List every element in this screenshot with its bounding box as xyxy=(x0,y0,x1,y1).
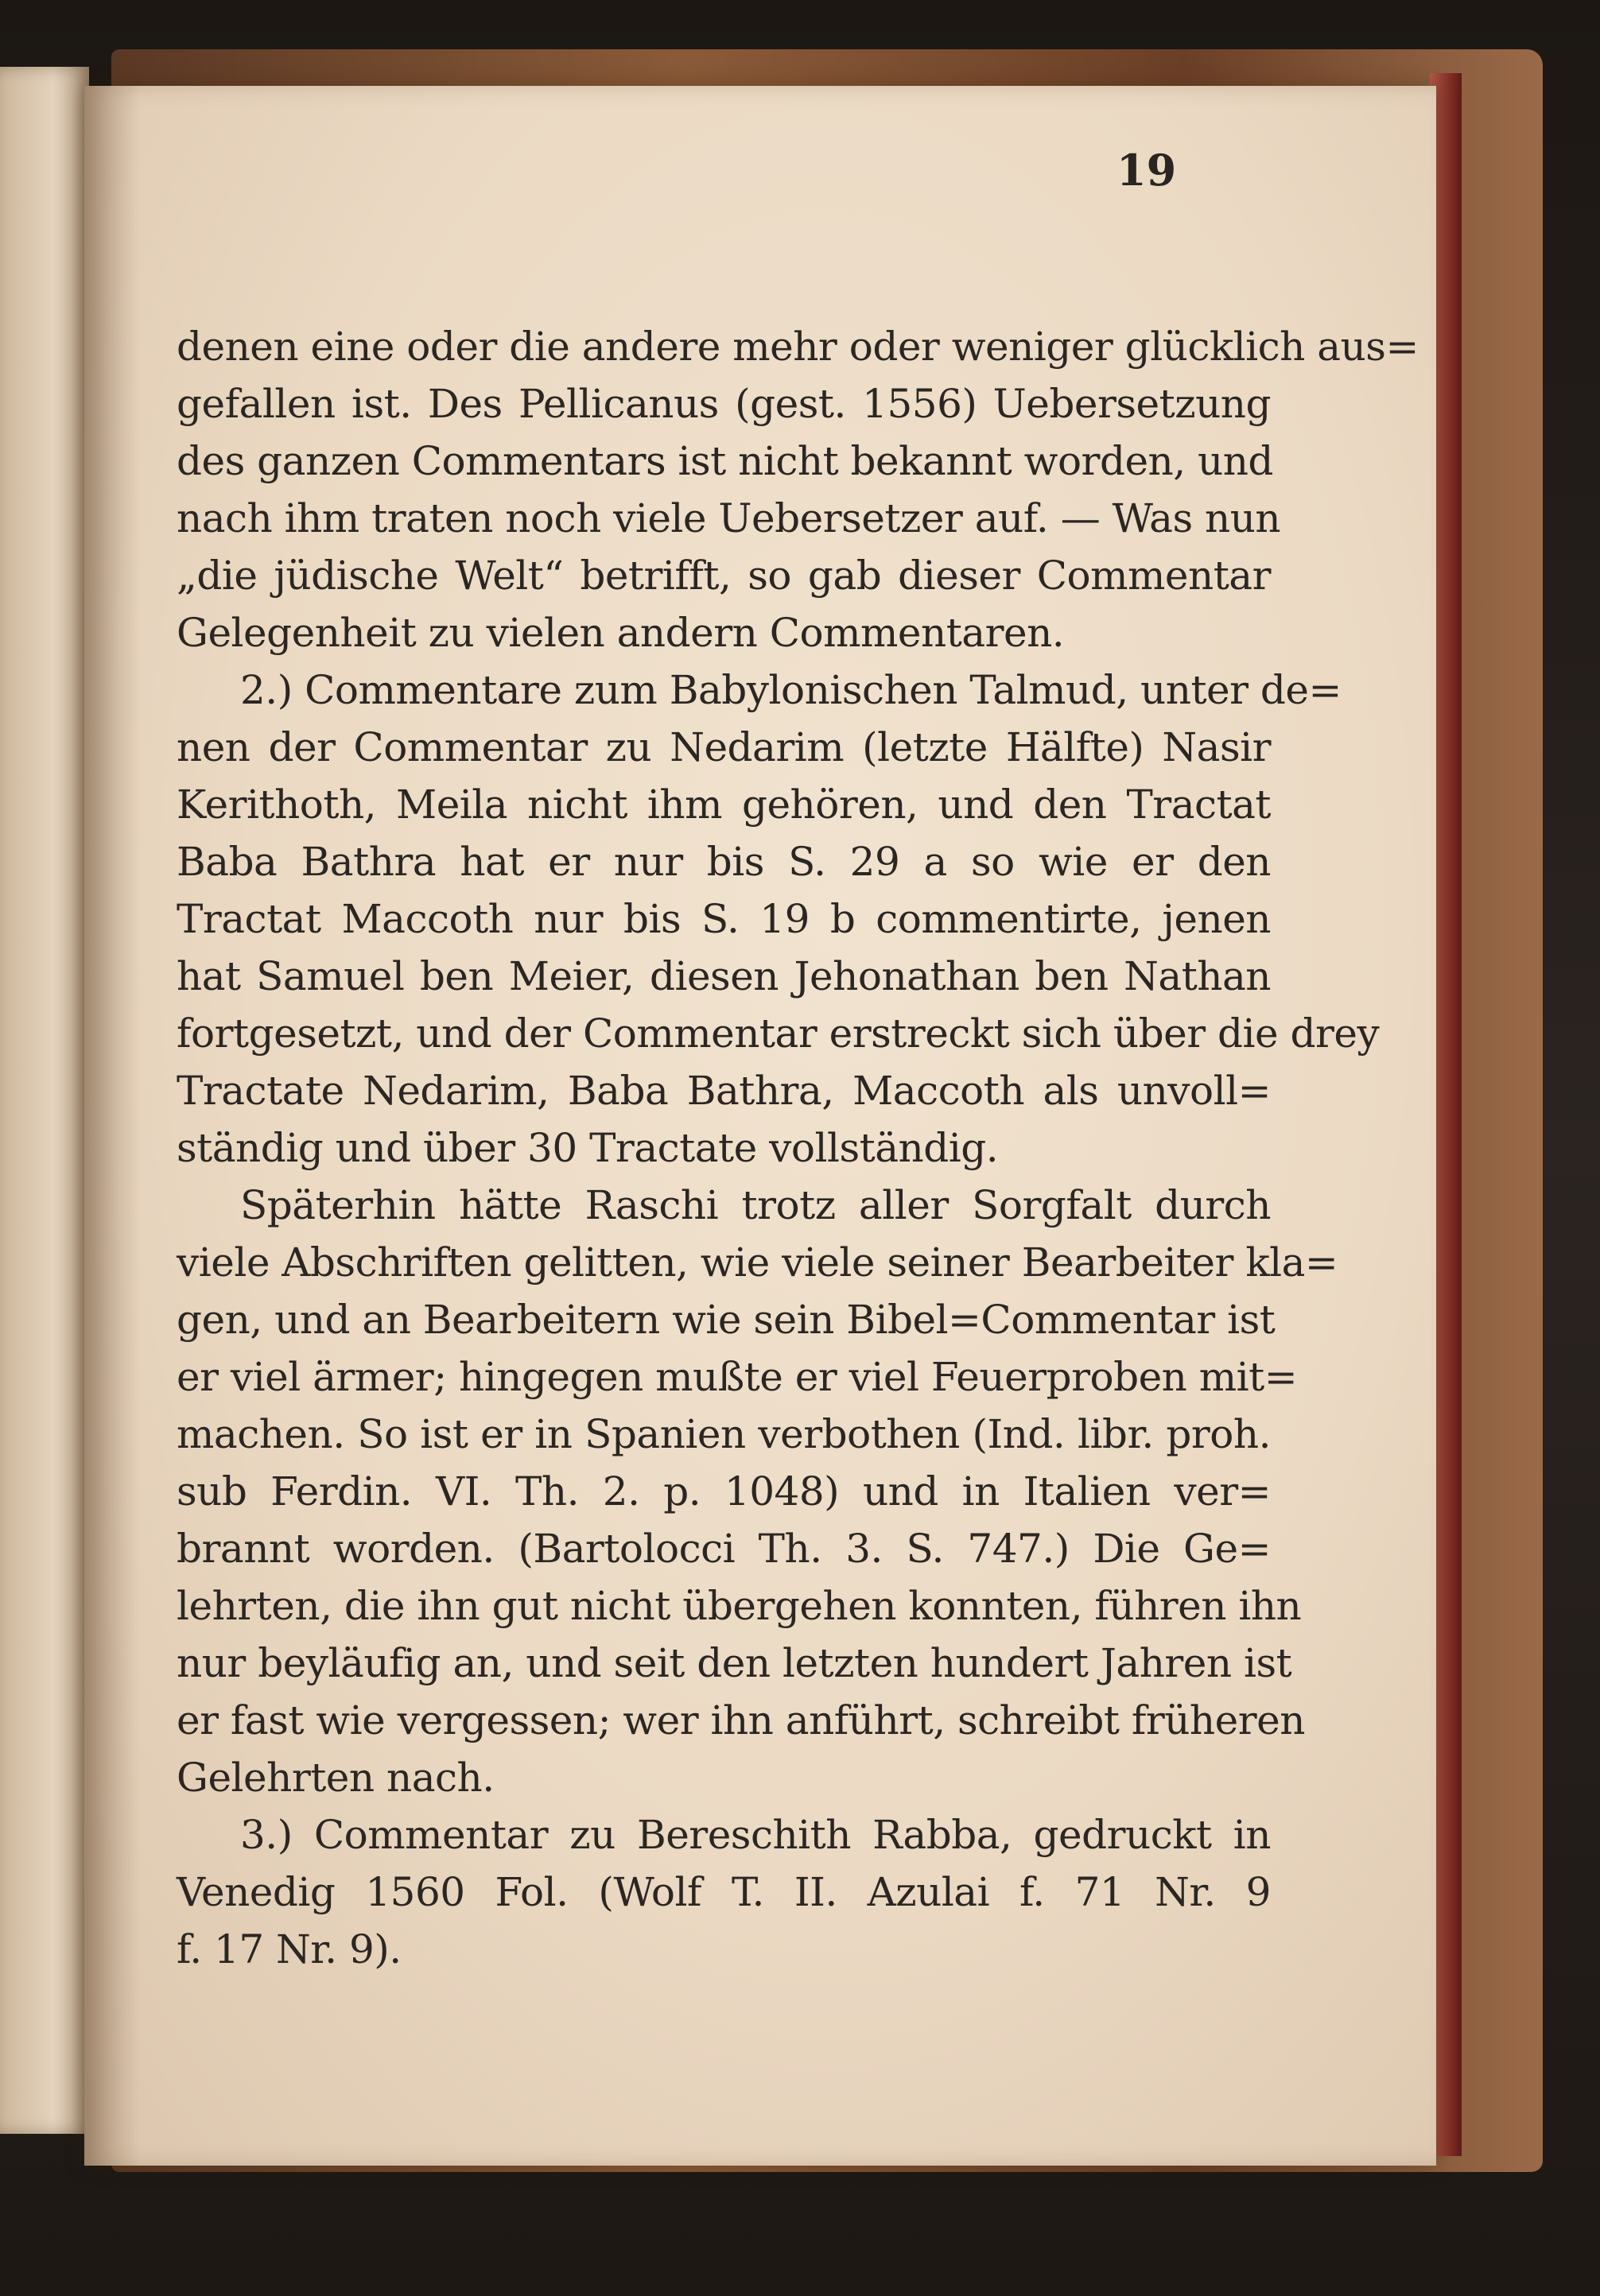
text-line: des ganzen Commentars ist nicht bekannt worden, und xyxy=(177,438,1273,484)
text-line: nach ihm traten noch viele Uebersetzer auf. — Was nun xyxy=(177,495,1281,541)
text-line: f. 17 Nr. 9). xyxy=(177,1926,402,1972)
page-gutter xyxy=(84,86,140,2166)
text-line: Baba Bathra hat er nur bis S. 29 a so wie er den xyxy=(177,839,1271,885)
text-line: er fast wie vergessen; wer ihn anführt, schreibt früheren xyxy=(177,1697,1305,1743)
text-line: Gelehrten nach. xyxy=(177,1755,495,1801)
text-line: hat Samuel ben Meier, diesen Jehonathan ben Nathan xyxy=(177,953,1271,999)
text-line: 2.) Commentare zum Babylonischen Talmud, unter de= xyxy=(240,667,1342,713)
text-line: nur beyläufig an, und seit den letzten hundert Jahren ist xyxy=(177,1640,1292,1686)
text-line: ständig und über 30 Tractate vollständig. xyxy=(177,1125,999,1171)
text-line: lehrten, die ihn gut nicht übergehen konnten, führen ihn xyxy=(177,1583,1302,1629)
text-line: fortgesetzt, und der Commentar erstreckt sich über die drey xyxy=(177,1010,1380,1057)
text-line: „die jüdische Welt“ betrifft, so gab dieser Commentar xyxy=(177,553,1271,599)
text-line: gefallen ist. Des Pellicanus (gest. 1556) Uebersetzung xyxy=(177,381,1271,427)
text-line: Venedig 1560 Fol. (Wolf T. II. Azulai f. 71 Nr. 9 xyxy=(177,1869,1271,1915)
text-line: Tractate Nedarim, Baba Bathra, Maccoth als unvoll= xyxy=(177,1068,1271,1114)
text-line: viele Abschriften gelitten, wie viele seiner Bearbeiter kla= xyxy=(177,1239,1338,1286)
text-line: er viel ärmer; hingegen mußte er viel Feuerproben mit= xyxy=(177,1354,1298,1400)
text-line: brannt worden. (Bartolocci Th. 3. S. 747.) Die Ge= xyxy=(177,1526,1271,1572)
text-line: sub Ferdin. VI. Th. 2. p. 1048) und in Italien ver= xyxy=(177,1468,1271,1515)
text-line: Tractat Maccoth nur bis S. 19 b commentirte, jenen xyxy=(177,896,1271,942)
text-line: 3.) Commentar zu Bereschith Rabba, gedruckt in xyxy=(240,1812,1271,1858)
text-line: machen. So ist er in Spanien verbothen (Ind. libr. proh. xyxy=(177,1411,1271,1457)
text-line: Gelegenheit zu vielen andern Commentaren. xyxy=(177,610,1065,656)
page-number: 19 xyxy=(1117,145,1177,196)
text-line: gen, und an Bearbeitern wie sein Bibel=Commentar ist xyxy=(177,1297,1276,1343)
text-line: Späterhin hätte Raschi trotz aller Sorgfalt durch xyxy=(240,1182,1271,1228)
page-text xyxy=(177,318,1419,1978)
text-line: Kerithoth, Meila nicht ihm gehören, und den Tractat xyxy=(177,781,1271,828)
text-line: nen der Commentar zu Nedarim (letzte Hälfte) Nasir xyxy=(177,724,1271,770)
text-line: denen eine oder die andere mehr oder weniger glücklich aus= xyxy=(177,324,1419,370)
left-page-edge xyxy=(0,67,89,2134)
